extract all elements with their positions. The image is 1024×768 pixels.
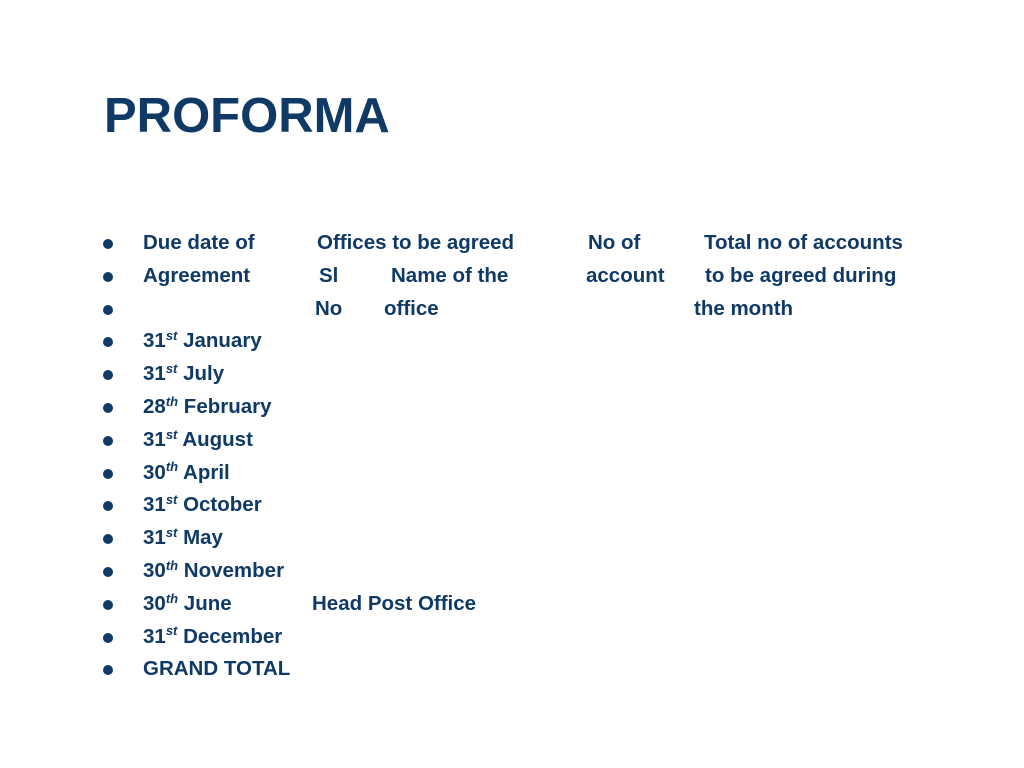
day-number: 30 bbox=[143, 558, 166, 582]
day-number: 31 bbox=[143, 493, 166, 517]
due-date bbox=[143, 325, 262, 358]
header-account: account bbox=[586, 263, 665, 287]
day-number: 31 bbox=[143, 362, 166, 386]
header-row-3 bbox=[0, 293, 1024, 326]
day-number: 30 bbox=[143, 591, 166, 615]
bullet-icon bbox=[103, 457, 115, 490]
day-number: 31 bbox=[143, 526, 166, 550]
bullet-icon bbox=[103, 227, 115, 260]
due-date bbox=[143, 489, 262, 522]
header-due-date: Due date of bbox=[143, 231, 255, 254]
month-name: December bbox=[183, 624, 283, 648]
month-name: August bbox=[182, 427, 253, 451]
list-item bbox=[0, 588, 1024, 621]
day-suffix: st bbox=[165, 525, 178, 541]
day-suffix: th bbox=[165, 590, 179, 606]
bullet-icon bbox=[103, 522, 115, 555]
day-number: 31 bbox=[143, 427, 166, 451]
due-date bbox=[143, 391, 272, 424]
due-date bbox=[143, 621, 282, 654]
day-number: 28 bbox=[143, 394, 166, 418]
list-item bbox=[0, 621, 1024, 654]
day-suffix: st bbox=[165, 426, 178, 442]
day-suffix: st bbox=[165, 328, 178, 344]
bullet-icon bbox=[103, 358, 115, 391]
day-number: 30 bbox=[143, 460, 166, 484]
list-item bbox=[0, 555, 1024, 588]
header-agreement: Agreement bbox=[143, 263, 251, 287]
grand-total-label: GRAND TOTAL bbox=[143, 657, 291, 681]
day-suffix: st bbox=[165, 492, 178, 508]
bullet-icon bbox=[103, 489, 115, 522]
slide-title: PROFORMA bbox=[104, 89, 390, 143]
due-date bbox=[143, 522, 223, 555]
header-office: office bbox=[384, 296, 439, 320]
list-item bbox=[0, 489, 1024, 522]
due-date bbox=[143, 358, 224, 391]
bullet-icon bbox=[103, 293, 115, 326]
day-suffix: th bbox=[165, 459, 179, 475]
list-item bbox=[0, 325, 1024, 358]
due-date bbox=[143, 555, 284, 588]
day-number: 31 bbox=[143, 624, 166, 648]
day-suffix: th bbox=[165, 557, 179, 573]
day-suffix: th bbox=[165, 393, 179, 409]
list-item bbox=[0, 457, 1024, 490]
header-row-1 bbox=[0, 227, 1024, 260]
header-row-2 bbox=[0, 260, 1024, 293]
bullet-icon bbox=[103, 653, 115, 686]
month-name: January bbox=[183, 329, 262, 353]
month-name: June bbox=[183, 591, 232, 615]
grand-total-row bbox=[0, 653, 1024, 686]
header-to-be-agreed: to be agreed during bbox=[705, 263, 897, 287]
bullet-icon bbox=[103, 555, 115, 588]
bullet-icon bbox=[103, 325, 115, 358]
bullet-icon bbox=[103, 260, 115, 293]
bullet-icon bbox=[103, 588, 115, 621]
bullet-icon bbox=[103, 424, 115, 457]
month-name: May bbox=[183, 526, 223, 550]
header-no-of: No of bbox=[588, 231, 641, 254]
header-offices-agreed: Offices to be agreed bbox=[317, 231, 515, 254]
due-date bbox=[143, 588, 232, 621]
header-the-month: the month bbox=[694, 296, 794, 320]
list-item bbox=[0, 391, 1024, 424]
header-no: No bbox=[315, 296, 343, 320]
month-name: July bbox=[183, 362, 225, 386]
office-name: Head Post Office bbox=[312, 591, 477, 615]
day-number: 31 bbox=[143, 329, 166, 353]
list-item bbox=[0, 358, 1024, 391]
header-total-accounts: Total no of accounts bbox=[704, 231, 903, 254]
month-name: April bbox=[183, 460, 230, 484]
bullet-icon bbox=[103, 391, 115, 424]
list-item bbox=[0, 522, 1024, 555]
month-name: February bbox=[183, 394, 272, 418]
day-suffix: st bbox=[165, 361, 178, 377]
month-name: October bbox=[183, 493, 262, 517]
month-name: November bbox=[183, 558, 285, 582]
due-date bbox=[143, 457, 230, 490]
header-name-of-the: Name of the bbox=[391, 263, 509, 287]
list-item bbox=[0, 424, 1024, 457]
due-date bbox=[143, 424, 253, 457]
day-suffix: st bbox=[165, 623, 178, 639]
bullet-icon bbox=[103, 621, 115, 654]
header-sl: Sl bbox=[319, 263, 339, 287]
proforma-list bbox=[0, 227, 1024, 686]
